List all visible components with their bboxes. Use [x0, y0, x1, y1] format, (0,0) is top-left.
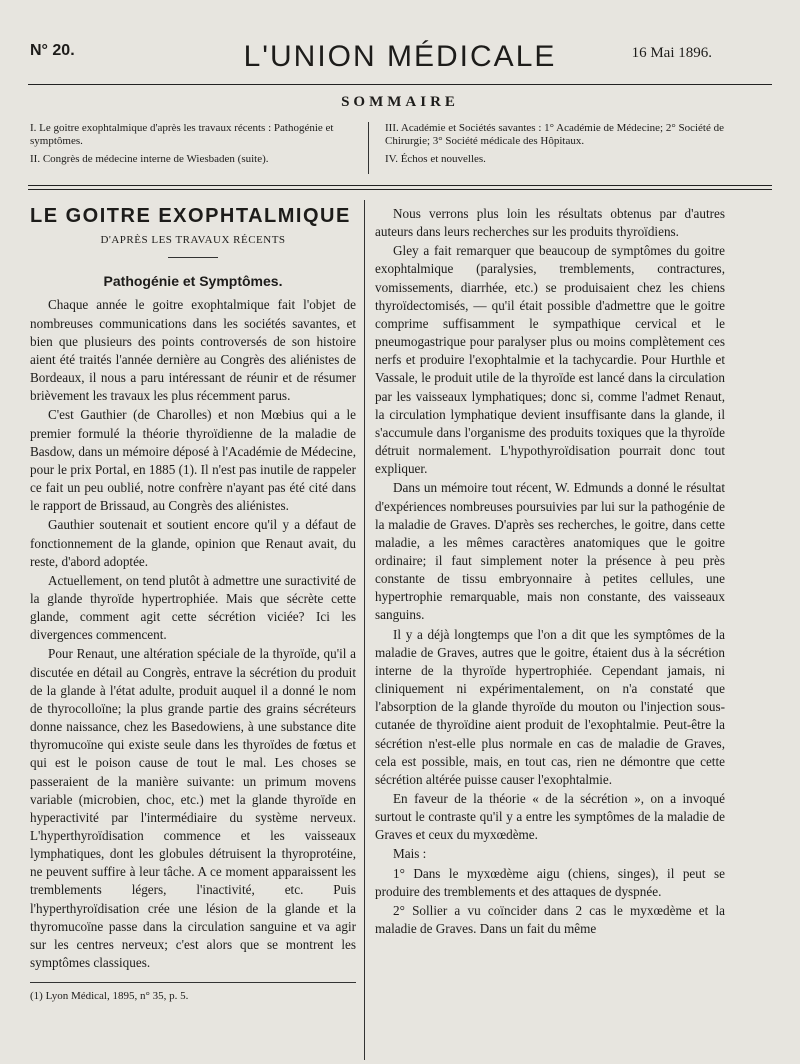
- footnote-rule: [30, 982, 356, 983]
- article-subtitle: D'APRÈS LES TRAVAUX RÉCENTS: [100, 234, 286, 247]
- masthead-rule: [28, 84, 772, 85]
- paragraph: Gauthier soutenait et soutient encore qu'il y a défaut de fonctionnement de la glande, opinion que Renaut avait, du reste, d'abord adoptée.: [30, 517, 356, 569]
- paragraph: Dans un mémoire tout récent, W. Edmunds a donné le résultat d'expériences nombreuses poursuivies par lui sur la pathogénie de la maladie de Graves. D'après ses recherches, le goitre, dans cette maladie, a les mêmes caractères anatomiques que le goitre ordinaire; il faut simplement noter la présence à peu près constante de tissu embryonnaire à petites cellules, une hypertrophie remarquable, mais non constante, des vaisseaux sanguins.: [375, 480, 725, 623]
- paragraph: 2° Sollier a vu coïncider dans 2 cas le myxœdème et la maladie de Graves. Dans un fait du même: [375, 902, 725, 937]
- footnote: (1) Lyon Médical, 1895, n° 35, p. 5.: [30, 990, 189, 1003]
- sommaire-right: [385, 122, 735, 171]
- paragraph: Actuellement, on tend plutôt à admettre une suractivité de la glande thyroïde hypertrophiée. Mais que sécrète cette glande, comment agit cette sécrétion viciée? Ici les divergences commencent.: [30, 572, 356, 643]
- paragraph: En faveur de la théorie « de la sécrétion », on a invoqué surtout le contraste qu'il y a entre les symptômes de la maladie de Graves et ceux du myxœdème.: [375, 791, 725, 843]
- paragraph: Nous verrons plus loin les résultats obtenus par d'autres auteurs dans leurs recherches sur les produits thyroïdiens.: [375, 206, 725, 240]
- article-title: LE GOITRE EXOPHTALMIQUE: [30, 205, 351, 227]
- sommaire-item: II. Congrès de médecine interne de Wiesbaden (suite).: [30, 153, 269, 165]
- masthead: [0, 40, 800, 80]
- sommaire-left: [30, 122, 365, 171]
- title-rule: [168, 257, 218, 258]
- left-column: [30, 205, 356, 1006]
- paragraph: Chaque année le goitre exophtalmique fait l'objet de nombreuses communications dans les sociétés savantes, et bien que plusieurs des points controversés de son histoire aient été traités l'année dernière au Congrès des aliénistes de Bordeaux, il nous a paru intéressant de réunir et de résumer brièvement les travaux les plus récemment parus.: [30, 297, 356, 404]
- paragraph: C'est Gauthier (de Charolles) et non Mœbius qui a le premier formulé la théorie thyroïdienne de la maladie de Basdow, dans un mémoire déposé à l'Académie de Médecine, pour le prix Portal, en 1885 (1). Il n'est pas inutile de rappeler ce fait un peu oublié, notre confrère n'ayant pas été cité dans le rapport de Brissaud, au Congrès des aliénistes.: [30, 407, 356, 514]
- sommaire-item: IV. Échos et nouvelles.: [385, 153, 486, 165]
- sommaire-rule: [28, 185, 772, 190]
- column-divider: [364, 200, 365, 1060]
- sommaire-item: I. Le goitre exophtalmique d'après les travaux récents : Pathogénie et symptômes.: [30, 122, 334, 147]
- paragraph: Gley a fait remarquer que beaucoup de symptômes du goitre exophtalmique (paralysies, tremblements, contractures, vomissements, diarrhée, etc.) se produisaient chez les chiens thyroïdectomisés, — qu'il était possible d'admettre que le goitre comprime suffisamment le sympathique cervical et le pneumogastrique pour paralyser plus ou moins complètement ces nerfs et produire l'exophtalmie et la tachycardie. Pour Hurthle et Vassale, le produit utile de la thyroïde est lancé dans la circulation par les vaisseaux lymphatiques; donc si, comme l'admet Renaut, la circulation lymphatique devient insuffisante dans la glande, il s'accumule dans l'organisme des produits toxiques que la thyroïde détruit normalement. L'hypothyroïdisation pourrait donc tout expliquer.: [375, 243, 725, 477]
- paragraph: Mais :: [393, 846, 427, 862]
- right-column: [375, 205, 725, 939]
- sommaire-item: III. Académie et Sociétés savantes : 1° Académie de Médecine; 2° Société de Chirurgie; 3° Société médicale des Hôpitaux.: [385, 122, 724, 147]
- issue-date: 16 Mai 1896.: [631, 45, 712, 61]
- sommaire-divider: [368, 122, 369, 174]
- paragraph: Il y a déjà longtemps que l'on a dit que les symptômes de la maladie de Graves, autres que le goitre, étaient dus à la sécrétion interne de la thyroïde hypertrophiée. Cependant jamais, ni cliniquement ni expérimentalement, on n'a constaté que l'absorption de la glande thyroïde du mouton ou l'injection sous-cutanée de thyroïdine aient produit de l'exophtalmie. Peut-être la sécrétion n'est-elle plus normale en cas de maladie de Graves, cela est possible, mais, en tout cas, rien ne démontre que cette sécrétion altérée puisse causer l'exophtalmie.: [375, 626, 725, 787]
- journal-title: L'UNION MÉDICALE: [243, 40, 557, 73]
- paragraph: 1° Dans le myxœdème aigu (chiens, singes), il peut se produire des tremblements et des attaques de dyspnée.: [375, 865, 725, 899]
- sommaire-heading: SOMMAIRE: [341, 94, 459, 110]
- section-title: Pathogénie et Symptômes.: [103, 273, 283, 290]
- paragraph: Pour Renaut, une altération spéciale de la thyroïde, qu'il a discutée en détail au Congrès, entrave la sécrétion du produit de la glande à l'état adulte, produit auquel il a donné le nom de thyrocolloïne; la plus grande partie des grains sécréteurs donne naissance, chez les Basedowiens, à une substance dite thyromucoïne qui existe seule dans les thyroïdes de fœtus et qui est le poison cause de tout le mal. Les choses se passeraient de la manière suivante: un primum movens variable (microbien, choc, etc.) met la glande thyroïde en hyperactivité par l'intermédiaire du système nerveux. L'hyperthyroïdisation commence et les vaisseaux lymphatiques, dont les globules détruisent la thyroprotéine, ne peuvent suffire à leur tâche. A ce moment apparaissent les tremblements légers, l'inactivité, etc. Puis l'hyperthyroïdisation crée une lésion de la glande et la thyromucoïne passe dans la circulation sanguine et va agir sur les centres nerveux; c'est alors que se montrent les symptômes classiques.: [30, 646, 356, 971]
- issue-number: N° 20.: [30, 42, 75, 59]
